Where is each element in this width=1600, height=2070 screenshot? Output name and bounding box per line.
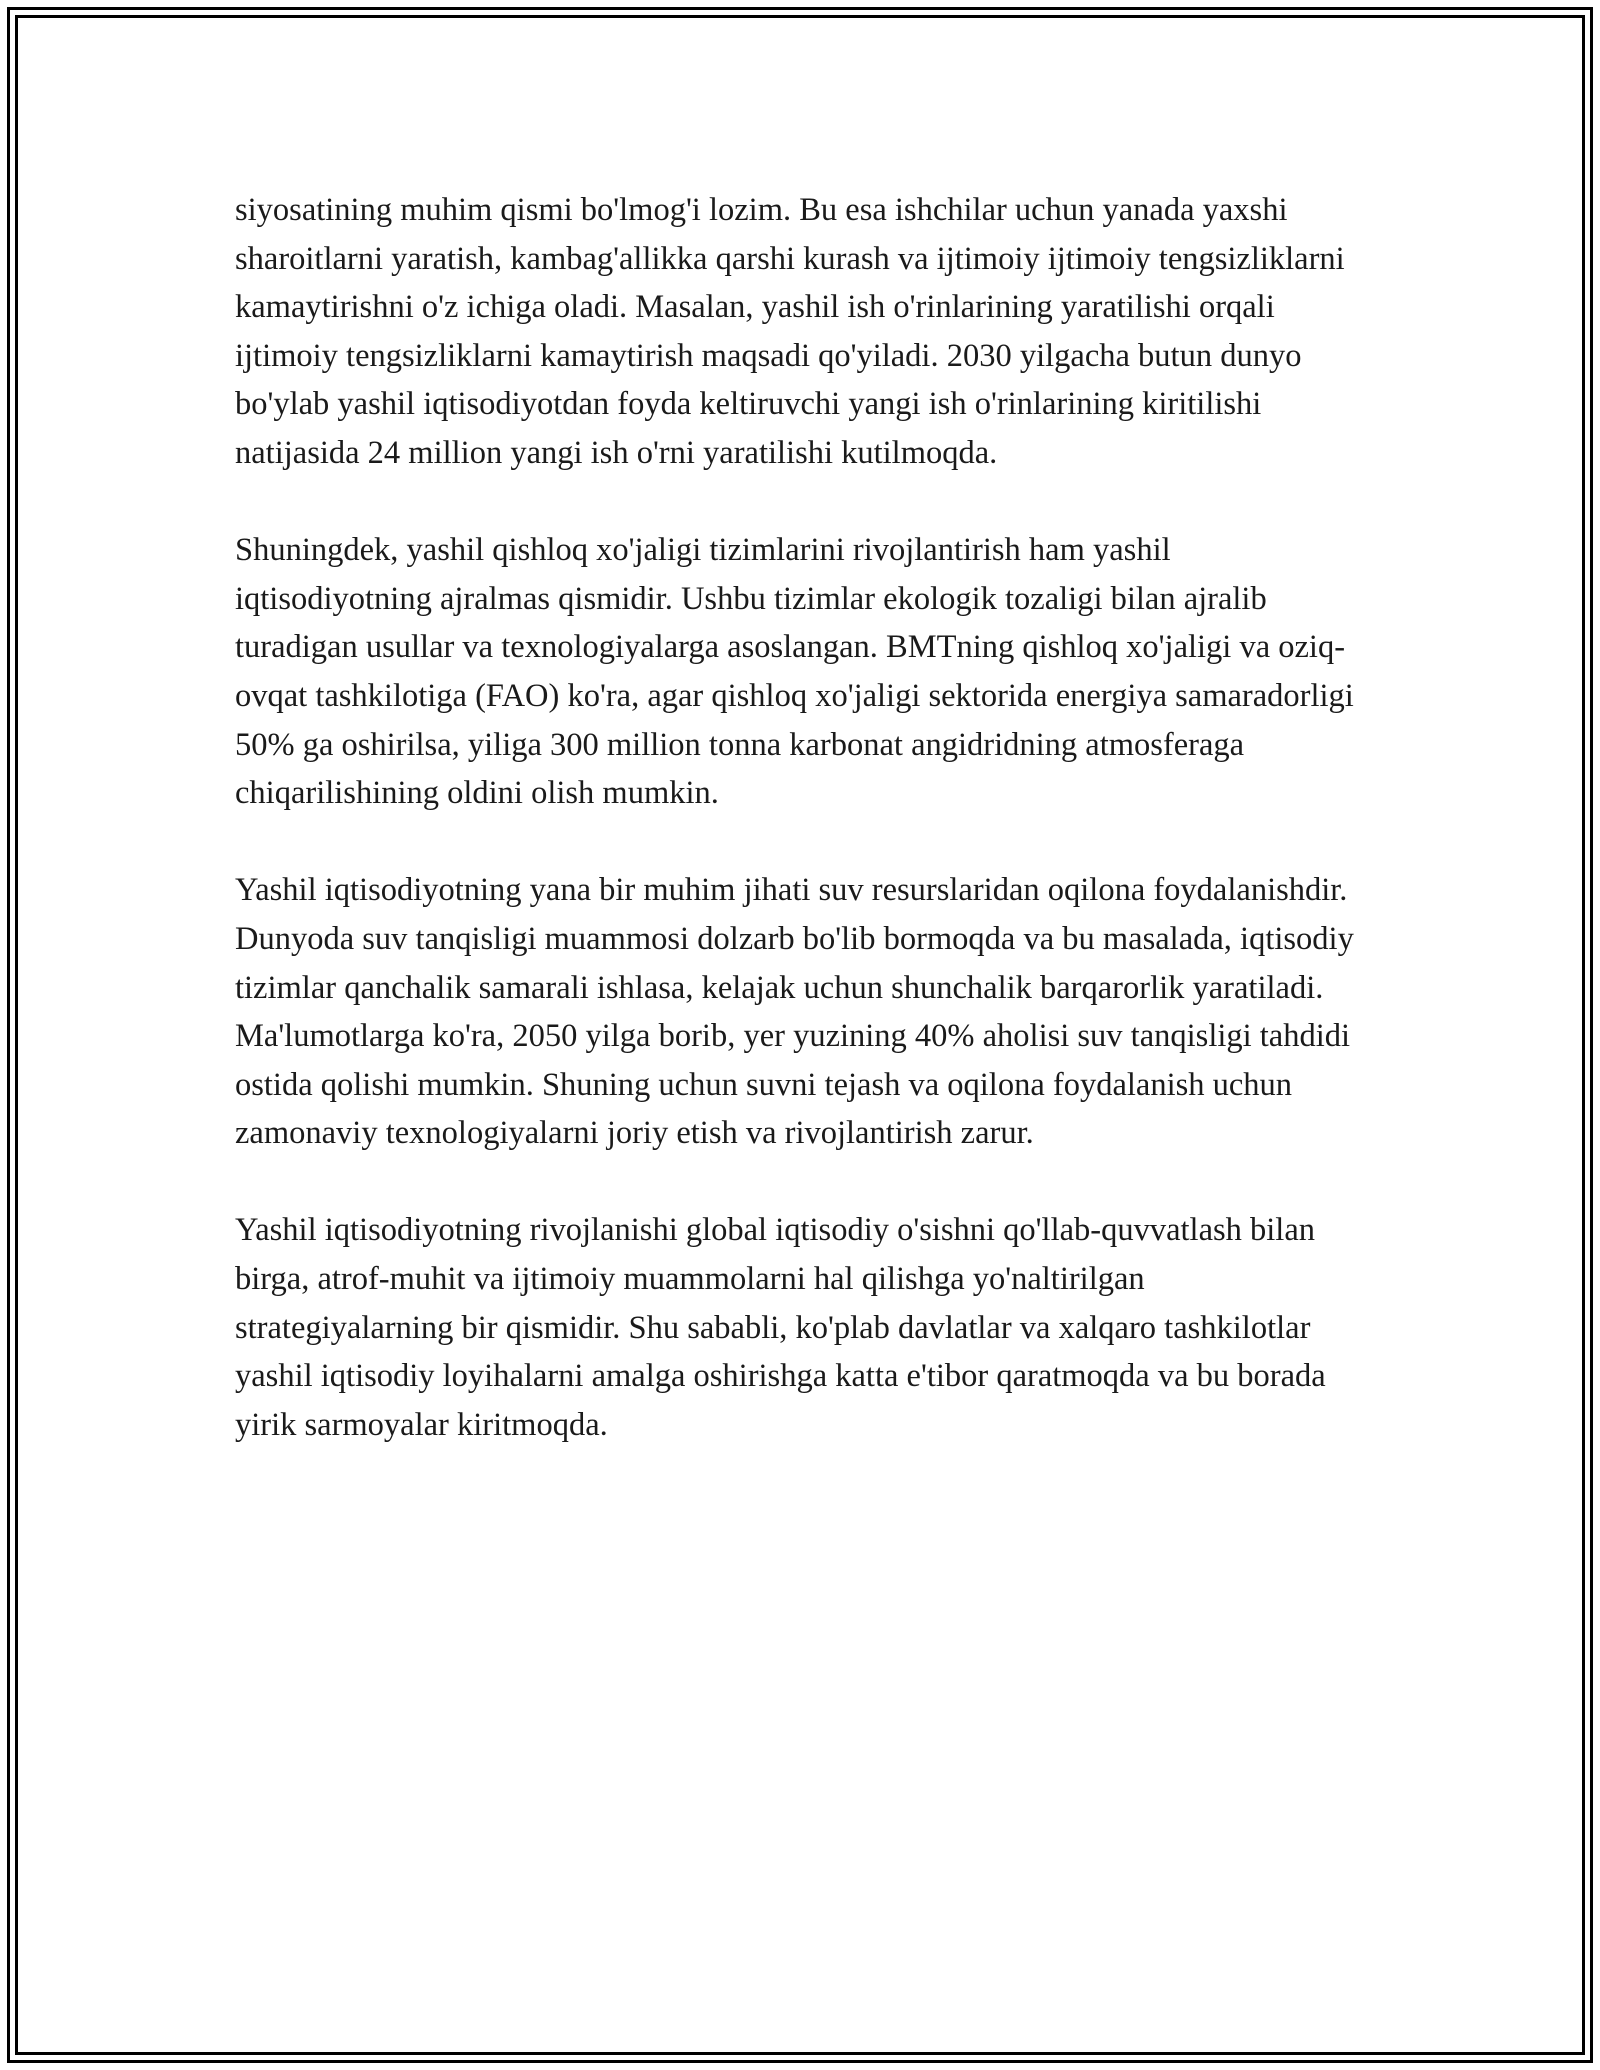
document-body: [235, 186, 1365, 1498]
paragraph: siyosatining muhim qismi bo'lmog'i lozim. Bu esa ishchilar uchun yanada yaxshi sharoitlarni yaratish, kambag'allikka qarshi kurash va ijtimoiy ijtimoiy tengsizliklarni kamaytirishni o'z ichiga oladi. Masalan, yashil ish o'rinlarining yaratilishi orqali ijtimoiy tengsizliklarni kamaytirish maqsadi qo'yiladi. 2030 yilgacha butun dunyo bo'ylab yashil iqtisodiyotdan foyda keltiruvchi yangi ish o'rinlarining kiritilishi natijasida 24 million yangi ish o'rni yaratilishi kutilmoqda.: [235, 192, 1345, 471]
paragraph: Shuningdek, yashil qishloq xo'jaligi tizimlarini rivojlantirish ham yashil iqtisodiyotning ajralmas qismidir. Ushbu tizimlar ekologik tozaligi bilan ajralib turadigan usullar va texnologiyalarga asoslangan. BMTning qishloq xo'jaligi va oziq-ovqat tashkilotiga (FAO) ko'ra, agar qishloq xo'jaligi sektorida energiya samaradorligi 50% ga oshirilsa, yiliga 300 million tonna karbonat angidridning atmosferaga chiqarilishining oldini olish mumkin.: [235, 532, 1354, 812]
paragraph: Yashil iqtisodiyotning rivojlanishi global iqtisodiy o'sishni qo'llab-quvvatlash bilan birga, atrof-muhit va ijtimoiy muammolarni hal qilishga yo'naltirilgan strategiyalarning bir qismidir. Shu sababli, ko'plab davlatlar va xalqaro tashkilotlar yashil iqtisodiy loyihalarni amalga oshirishga katta e'tibor qaratmoqda va bu borada yirik sarmoyalar kiritmoqda.: [235, 1212, 1326, 1443]
paragraph: Yashil iqtisodiyotning yana bir muhim jihati suv resurslaridan oqilona foydalanishdir. Dunyoda suv tanqisligi muammosi dolzarb bo'lib bormoqda va bu masalada, iqtisodiy tizimlar qanchalik samarali ishlasa, kelajak uchun shunchalik barqarorlik yaratiladi. Ma'lumotlarga ko'ra, 2050 yilga borib, yer yuzining 40% aholisi suv tanqisligi tahdidi ostida qolishi mumkin. Shuning uchun suvni tejash va oqilona foydalanish uchun zamonaviy texnologiyalarni joriy etish va rivojlantirish zarur.: [235, 872, 1354, 1152]
